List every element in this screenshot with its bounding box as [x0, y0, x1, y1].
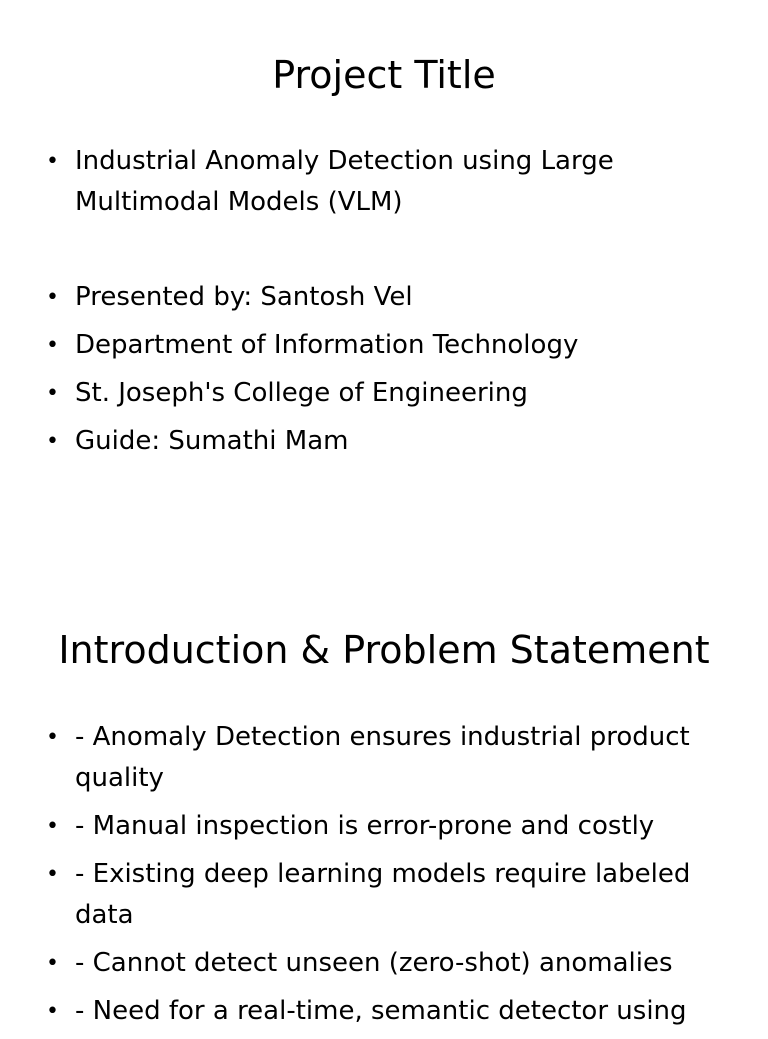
bullet-icon: • — [46, 381, 59, 406]
bullet-icon: • — [46, 814, 59, 839]
list-item-text: - Existing deep learning models require labeled data — [75, 859, 691, 930]
list-item-text: St. Joseph's College of Engineering — [75, 378, 528, 408]
list-item — [0, 717, 768, 799]
list-item-text: Department of Information Technology — [75, 330, 579, 360]
list-item — [0, 277, 768, 318]
bullet-icon: • — [46, 149, 59, 174]
bullet-list — [0, 141, 768, 469]
list-item — [0, 854, 768, 936]
list-item — [0, 806, 768, 847]
list-item — [0, 373, 768, 414]
bullet-icon: • — [46, 333, 59, 358]
bullet-icon: • — [46, 429, 59, 454]
list-item — [0, 421, 768, 462]
list-item — [0, 991, 768, 1032]
bullet-icon: • — [46, 725, 59, 750]
list-item — [0, 325, 768, 366]
list-item-text: Industrial Anomaly Detection using Large Multimodal Models (VLM) — [75, 146, 614, 217]
list-item — [0, 141, 768, 223]
bullet-icon: • — [46, 862, 59, 887]
bullet-icon: • — [46, 951, 59, 976]
list-item-text: - Need for a real-time, semantic detector using — [75, 996, 687, 1026]
bullet-icon: • — [46, 999, 59, 1024]
list-item-text: Presented by: Santosh Vel — [75, 282, 413, 312]
bullet-list — [0, 717, 768, 1039]
list-item-text: - Manual inspection is error-prone and costly — [75, 811, 655, 841]
list-item-text: - Anomaly Detection ensures industrial product quality — [75, 722, 690, 793]
list-item — [0, 943, 768, 984]
list-item-text: - Cannot detect unseen (zero-shot) anomalies — [75, 948, 673, 978]
bullet-icon: • — [46, 285, 59, 310]
slide-introduction — [0, 576, 768, 1024]
slide-title: Introduction & Problem Statement — [58, 628, 710, 672]
slide-title: Project Title — [272, 53, 496, 97]
list-item-text: Guide: Sumathi Mam — [75, 426, 349, 456]
